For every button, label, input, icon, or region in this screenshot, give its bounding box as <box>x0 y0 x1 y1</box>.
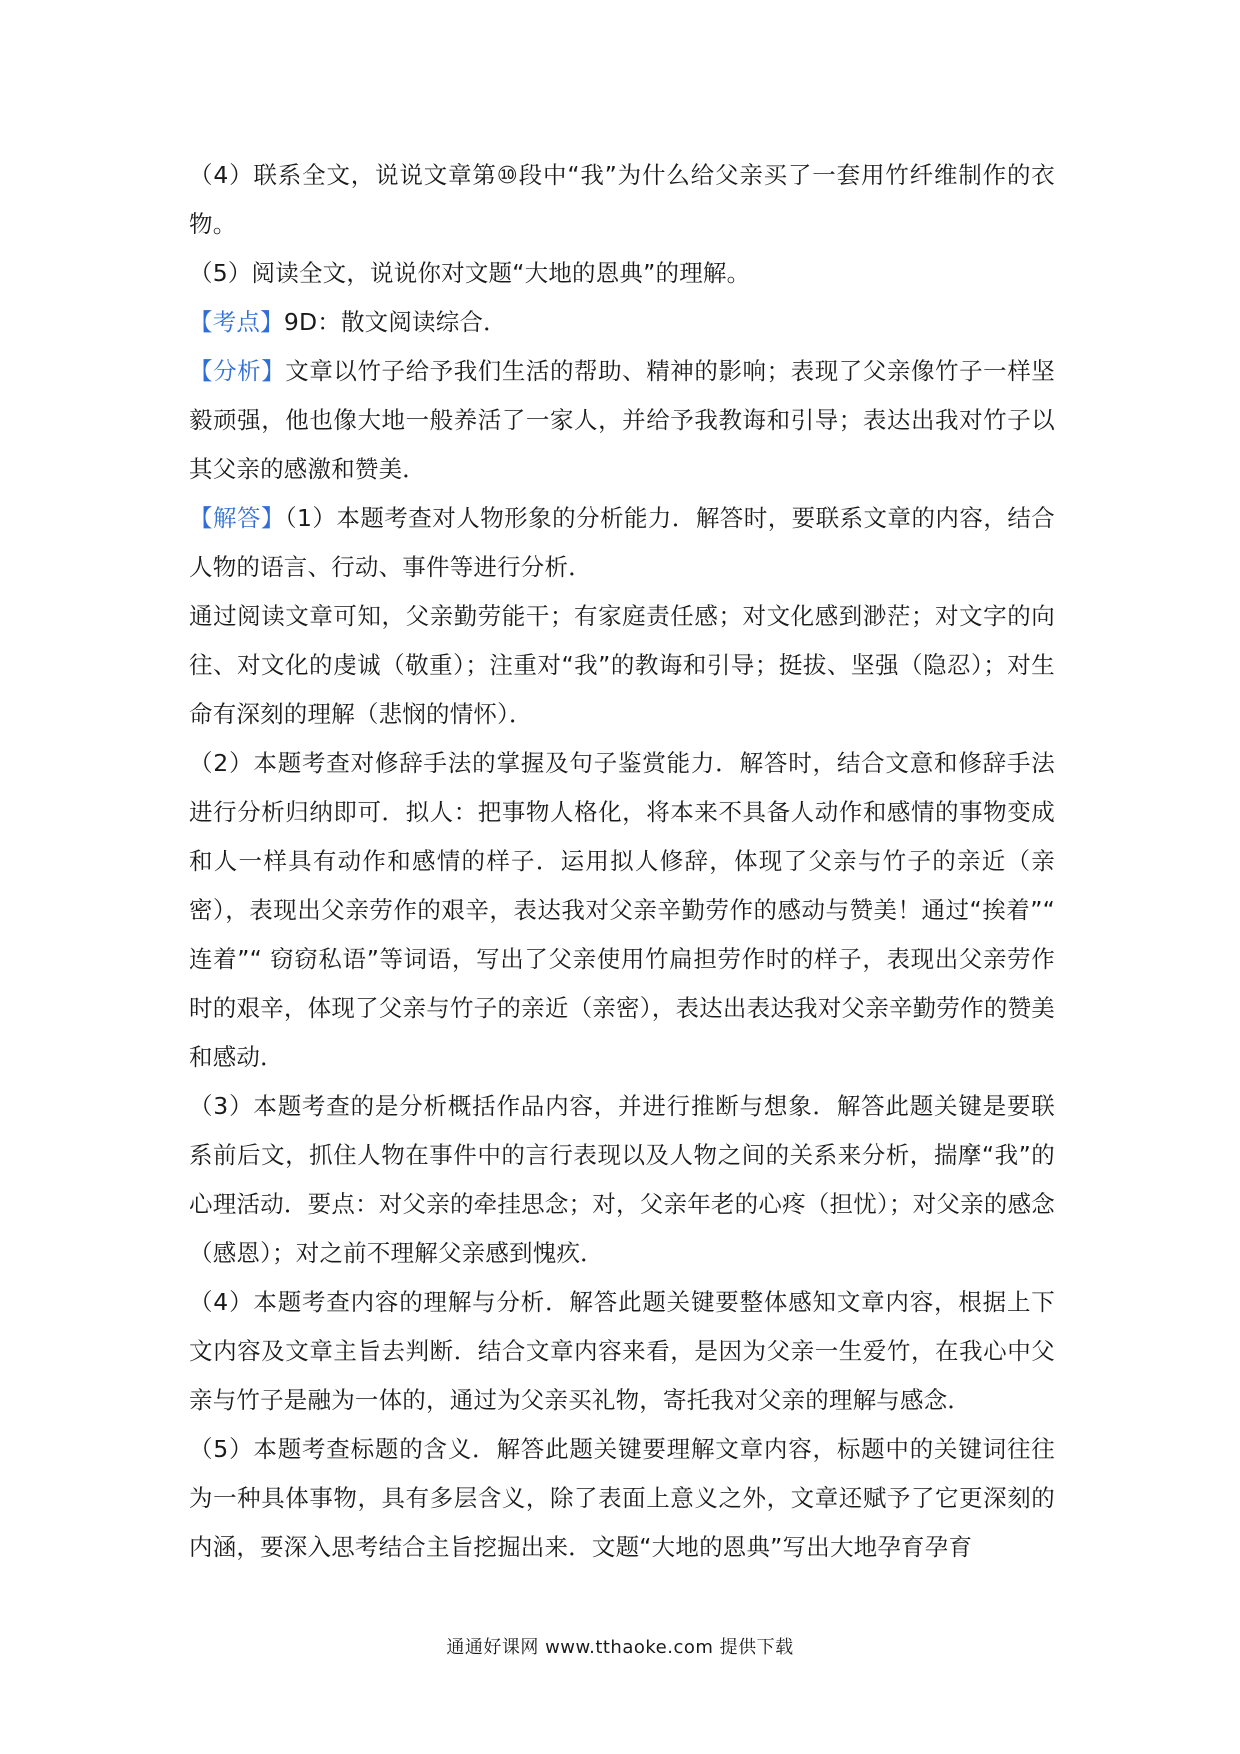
paragraph-text: （4）联系全文，说说文章第⑩段中“我”为什么给父亲买了一套用竹纤维制作的衣物。 <box>189 161 1055 238</box>
paragraph-text: 9D：散文阅读综合． <box>283 308 507 336</box>
answer-4 <box>189 1278 1055 1425</box>
question-4 <box>189 151 1055 249</box>
page-footer: 通通好课网 www.tthaoke.com 提供下载 <box>446 1637 794 1658</box>
answer-3 <box>189 1082 1055 1278</box>
paragraph-text: 文章以竹子给予我们生活的帮助、精神的影响；表现了父亲像竹子一样坚毅顽强，他也像大地一般养活了一家人，并给予我教诲和引导；表达出我对竹子以其父亲的感激和赞美． <box>189 357 1055 483</box>
jieda-section <box>189 494 1055 592</box>
paragraph-text: （2）本题考查对修辞手法的掌握及句子鉴赏能力．解答时，结合文意和修辞手法进行分析归纳即可．拟人：把事物人格化，将本来不具备人动作和感情的事物变成和人一样具有动作和感情的样子．运用拟人修辞，体现了父亲与竹子的亲近（亲密），表现出父亲劳作的艰辛，表达我对父亲辛勤劳作的感动与赞美！通过“挨着”“ 连着”“ 窃窃私语”等词语，写出了父亲使用竹扁担劳作时的样子，表现出父亲劳作时的艰辛，体现了父亲与竹子的亲近（亲密），表达出表达我对父亲辛勤劳作的赞美和感动． <box>189 749 1055 1071</box>
paragraph-text: （3）本题考查的是分析概括作品内容，并进行推断与想象．解答此题关键是要联系前后文，抓住人物在事件中的言行表现以及人物之间的关系来分析，揣摩“我”的心理活动．要点：对父亲的牵挂思念；对，父亲年老的心疼（担忧）；对父亲的感念（感恩）；对之前不理解父亲感到愧疚． <box>189 1092 1055 1267</box>
answer-2 <box>189 739 1055 1082</box>
paragraph-text: 通过阅读文章可知，父亲勤劳能干；有家庭责任感；对文化感到渺茫；对文字的向往、对文化的虔诚（敬重）；注重对“我”的教诲和引导；挺拔、坚强（隐忍）；对生命有深刻的理解（悲悯的情怀）． <box>189 602 1055 728</box>
question-5 <box>189 249 1055 298</box>
kaodian-tag: 【考点】 <box>189 308 284 336</box>
fenxi-tag: 【分析】 <box>189 357 286 385</box>
kaodian-section <box>189 298 1055 347</box>
answer-5 <box>189 1425 1055 1572</box>
paragraph-text: （5）阅读全文，说说你对文题“大地的恩典”的理解。 <box>189 259 751 287</box>
paragraph-text: （1）本题考查对人物形象的分析能力．解答时，要联系文章的内容，结合人物的语言、行动、事件等进行分析． <box>189 504 1055 581</box>
answer-1-detail <box>189 592 1055 739</box>
fenxi-section <box>189 347 1055 494</box>
jieda-tag: 【解答】 <box>189 504 285 532</box>
document-body <box>189 151 1055 1572</box>
paragraph-text: （5）本题考查标题的含义．解答此题关键要理解文章内容，标题中的关键词往往为一种具体事物，具有多层含义，除了表面上意义之外，文章还赋予了它更深刻的内涵，要深入思考结合主旨挖掘出来．文题“大地的恩典”写出大地孕育孕育 <box>189 1435 1055 1561</box>
paragraph-text: （4）本题考查内容的理解与分析．解答此题关键要整体感知文章内容，根据上下文内容及文章主旨去判断．结合文章内容来看，是因为父亲一生爱竹，在我心中父亲与竹子是融为一体的，通过为父亲买礼物，寄托我对父亲的理解与感念． <box>189 1288 1055 1414</box>
